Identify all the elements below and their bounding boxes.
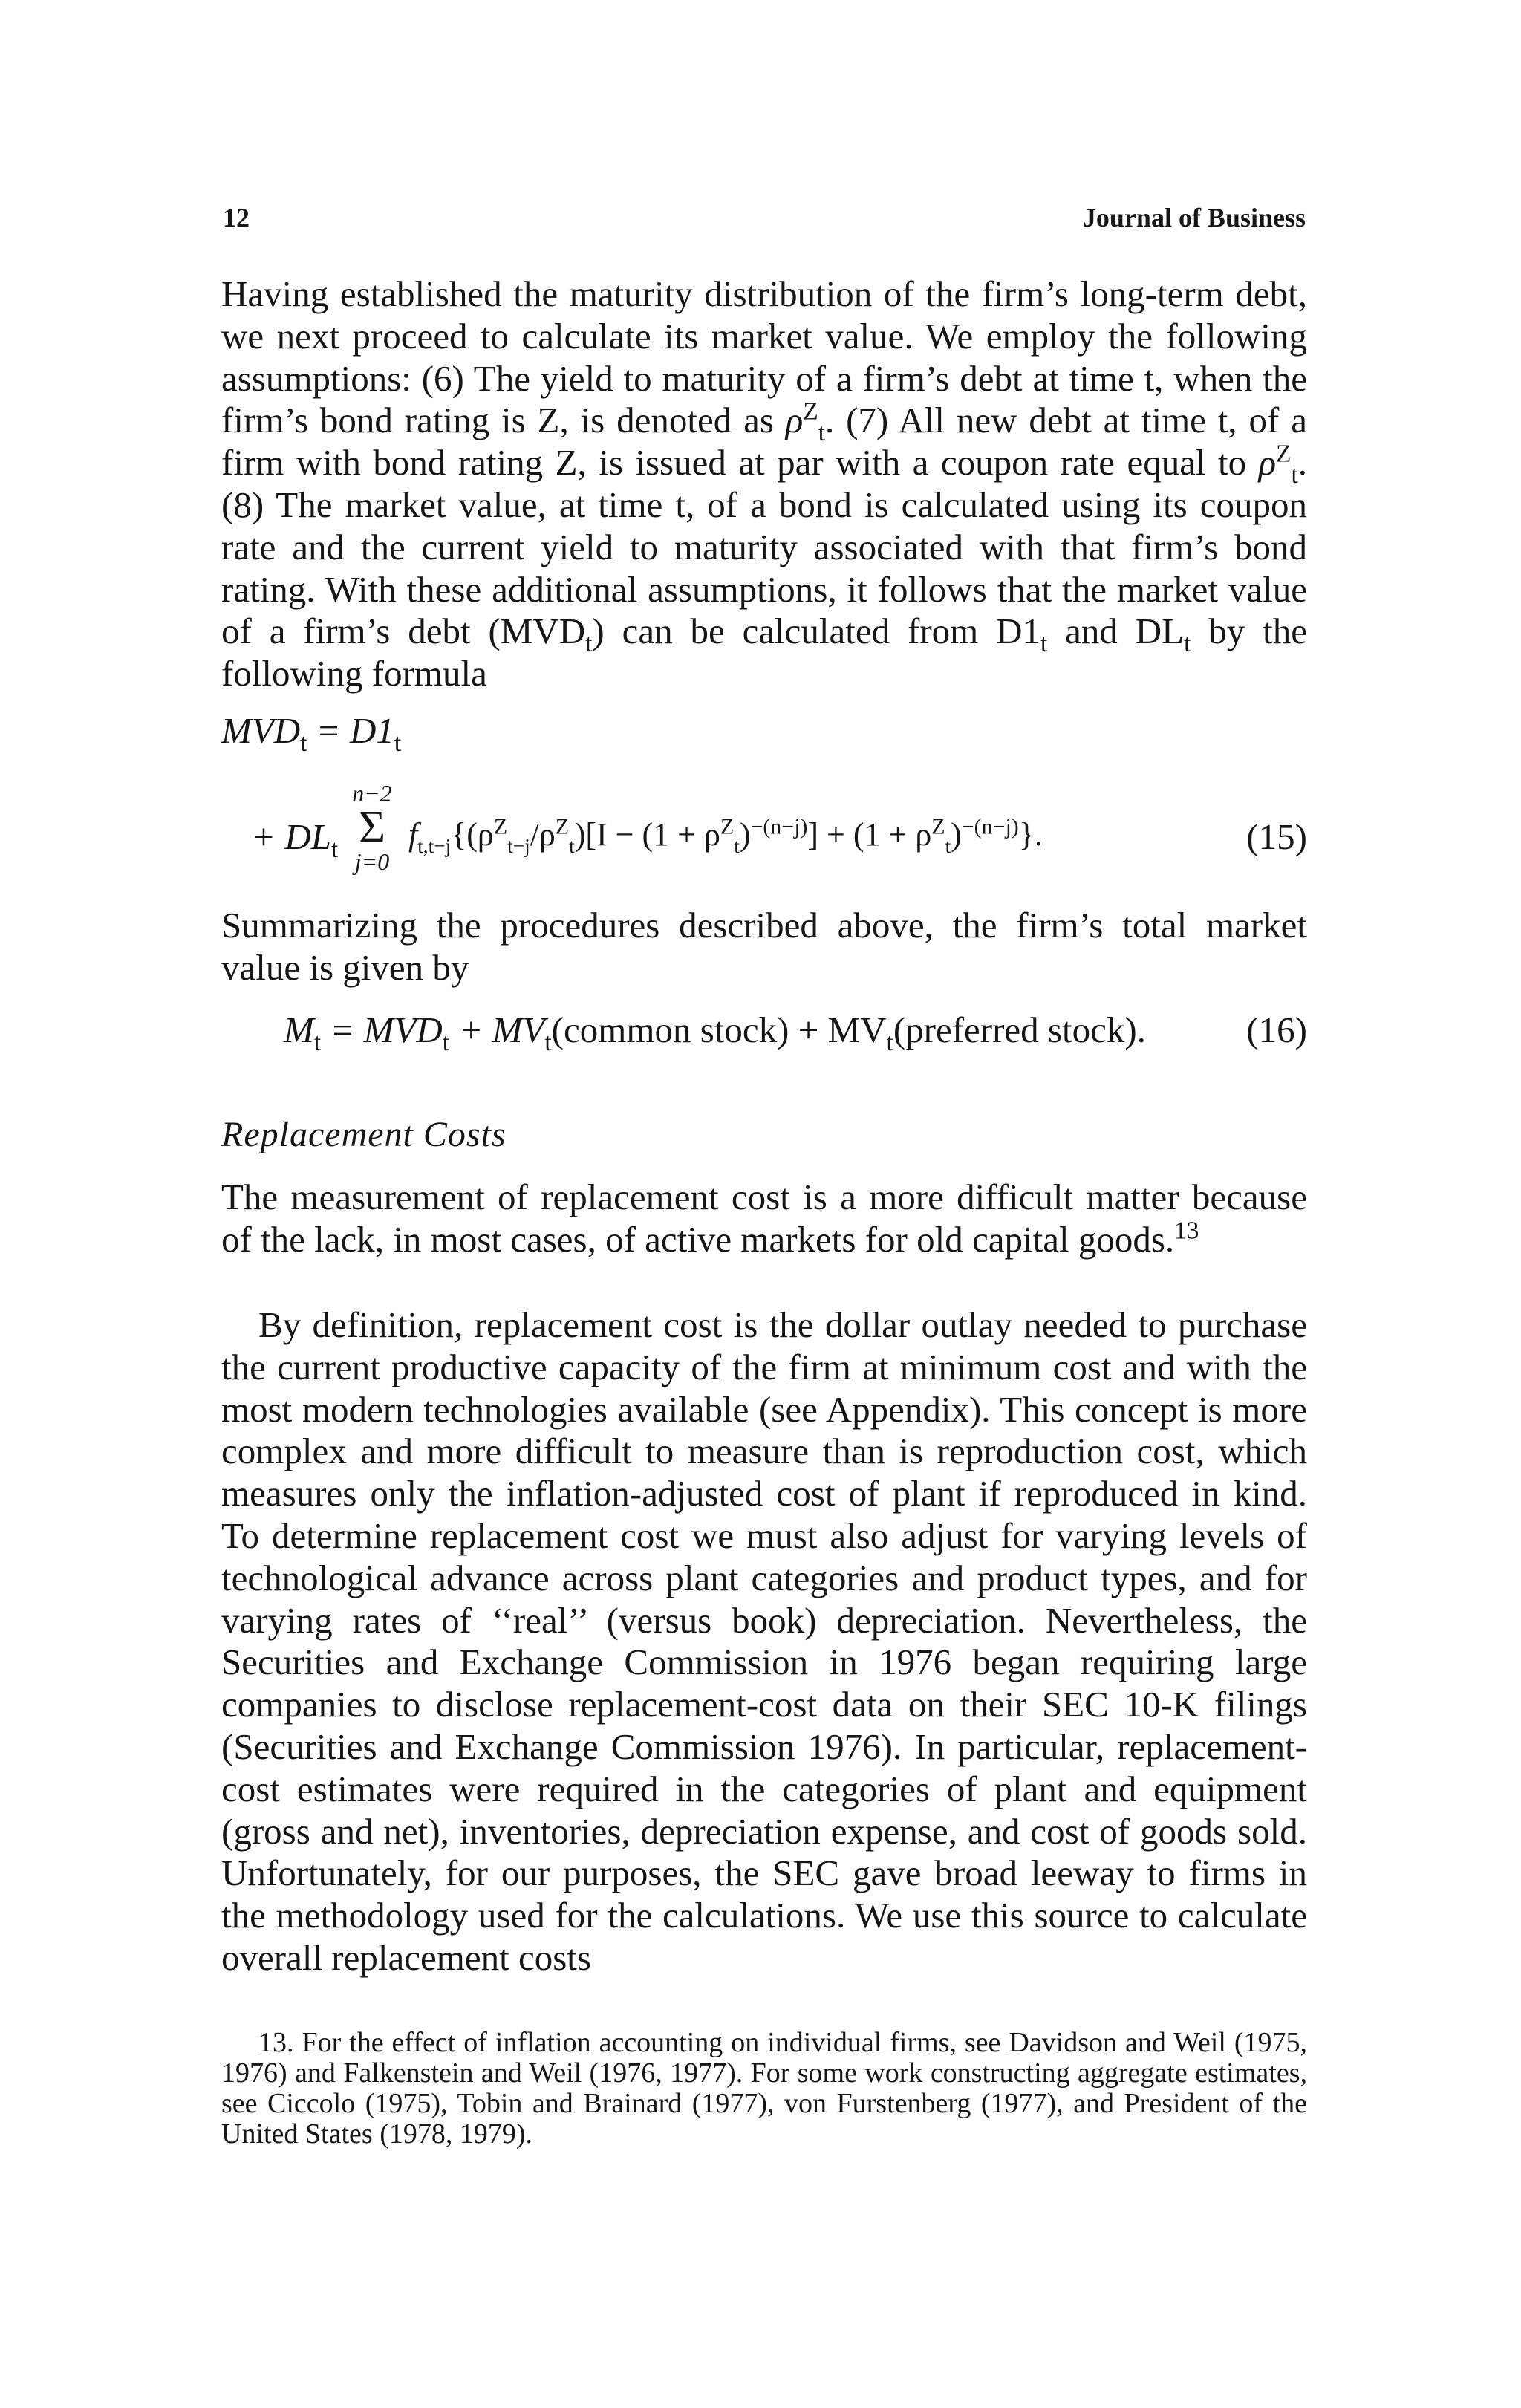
definition-text: By definition, replacement cost is the dollar outlay needed to purchase the current productive capacity of the firm at minimum cost and with the most modern technologies available (see Appendix). This concept is more complex and more difficult to measure than is reproduction cost, which measures only the inflation-adjusted cost of plant if reproduced in kind. To determine replacement cost we must also adjust for varying levels of technological advance across plant categories and product types, and for varying rates of ‘‘real’’ (versus book) depreciation. Nevertheless, the Securities and Exchange Commission in 1976 began requiring large companies to disclose replacement-cost data on their SEC 10-K filings (Securities and Exchange Commission 1976). In particular, replacement-cost estimates were required in the categories of plant and equipment (gross and net), inventories, depreciation expense, and cost of goods sold. Unfortunately, for our purposes, the SEC gave broad leeway to firms in the methodology used for the calculations. We use this source to calculate overall replacement costs xyxy=(221,1304,1307,1978)
eq-sub: t xyxy=(569,834,575,857)
rho-sub: t xyxy=(818,419,825,447)
page-header xyxy=(223,202,1306,239)
eq-text: (common stock) + MV xyxy=(551,1009,887,1050)
eq15-prefix xyxy=(251,816,339,863)
eq-sup: Z xyxy=(720,814,735,839)
footnote-reference: 13 xyxy=(1174,1217,1199,1245)
p1-text-f: by the following formula xyxy=(221,611,1307,694)
eq-text: )[I − (1 + ρ xyxy=(574,816,720,853)
paragraph-market-value xyxy=(221,273,1307,695)
footnote-text: 13. For the effect of inflation accounting on individual firms, see Davidson and Weil (1975, 1976) and Falkenstein and Weil (1976, 1977). For some work constructing aggregate estimates, see Ciccolo (1975), Tobin and Brainard (1977), von Furstenberg (1977), and President of the United States (1978, 1979). xyxy=(221,2027,1307,2150)
p1-text-c: . (8) The market value, at time t, of a bond is calculated using its coupon rate and the current yield to maturity associated with that firm’s bond rating. With these additional assumptions, it follows that the market value of a firm’s debt (MVD xyxy=(221,442,1307,652)
mvd-sub: t xyxy=(585,630,593,658)
rho-sup: Z xyxy=(1276,440,1292,468)
eq-sup: Z xyxy=(555,814,570,839)
eq-mv: + MV xyxy=(449,1009,545,1050)
eq-text: ) xyxy=(739,816,751,853)
sigma-symbol: Σ xyxy=(358,802,386,853)
eq-plus-dl: + DL xyxy=(251,816,331,857)
p1-text-e: and DL xyxy=(1047,611,1185,652)
rho-sup: Z xyxy=(803,398,818,426)
equation-15-line-1 xyxy=(221,709,402,757)
p1-text-d: ) can be calculated from D1 xyxy=(592,611,1041,652)
paragraph-definition xyxy=(221,1304,1307,1979)
d1-sub: t xyxy=(1040,630,1048,658)
sum-lower-limit: j=0 xyxy=(354,848,390,875)
eq-sub: t−j xyxy=(507,834,530,857)
equation-number-16: (16) xyxy=(1246,1009,1307,1050)
eq-mvd: MVD xyxy=(221,710,301,751)
eq-exponent: −(n−j) xyxy=(750,814,808,839)
eq-text: }. xyxy=(1018,816,1043,853)
equation-16 xyxy=(284,1009,1307,1056)
eq-sub: t xyxy=(945,834,951,857)
eq-text: /ρ xyxy=(530,816,556,853)
paragraph-summary xyxy=(221,905,1307,989)
equation-number-15: (15) xyxy=(1246,816,1307,857)
p1-text-b: . (7) All new debt at time t, of a firm with bond rating Z, is issued at par with a coupon rate equal to xyxy=(221,400,1307,484)
eq-text: ] + (1 + ρ xyxy=(807,816,932,853)
section-heading: Replacement Costs xyxy=(221,1115,507,1154)
eq-sub: t xyxy=(442,1028,450,1056)
eq-sub: t xyxy=(330,835,339,863)
eq-exponent: −(n−j) xyxy=(961,814,1019,839)
eq-text: ) xyxy=(951,816,962,853)
rho-sub: t xyxy=(1291,461,1298,489)
measurement-text: The measurement of replacement cost is a more difficult matter because of the lack, in most cases, of active markets for old capital goods. xyxy=(221,1177,1307,1260)
eq-sub: t xyxy=(886,1028,893,1056)
eq-text: (preferred stock). xyxy=(893,1009,1146,1050)
dl-sub: t xyxy=(1184,630,1191,658)
eq-f: f xyxy=(408,816,418,853)
running-head-journal: Journal of Business xyxy=(1082,203,1306,232)
eq-mvd: = MVD xyxy=(321,1009,443,1050)
sum-upper-limit: n−2 xyxy=(352,780,392,807)
eq-m: M xyxy=(284,1009,314,1050)
equation-15-line-2 xyxy=(251,780,1307,891)
summary-text: Summarizing the procedures described above, the firm’s total market value is given by xyxy=(221,905,1307,988)
paragraph-measurement xyxy=(221,1177,1307,1261)
p1-text-a: Having established the maturity distribution of the firm’s long-term debt, we next proceed to calculate its market value. We employ the following assumptions: (6) The yield to maturity of a firm’s debt at time t, when the firm’s bond rating is Z, is denoted as xyxy=(221,273,1307,441)
eq-sub: t xyxy=(313,1028,322,1056)
eq-sub: t xyxy=(544,1028,552,1056)
rho-symbol: ρ xyxy=(785,400,804,441)
eq15-summand xyxy=(408,814,1043,857)
eq-sup: Z xyxy=(931,814,945,839)
summation-operator xyxy=(350,780,394,876)
eq-sub: t xyxy=(734,834,740,857)
eq-sup: Z xyxy=(493,814,508,839)
eq-text: {(ρ xyxy=(451,816,494,853)
eq-sub: t,t−j xyxy=(417,834,452,857)
eq-d1: = D1 xyxy=(307,710,394,751)
eq-sub: t xyxy=(300,729,307,757)
eq-sub: t xyxy=(394,729,402,757)
footnote-13 xyxy=(221,2028,1307,2150)
page-number: 12 xyxy=(223,203,250,232)
rho-symbol: ρ xyxy=(1258,442,1277,484)
